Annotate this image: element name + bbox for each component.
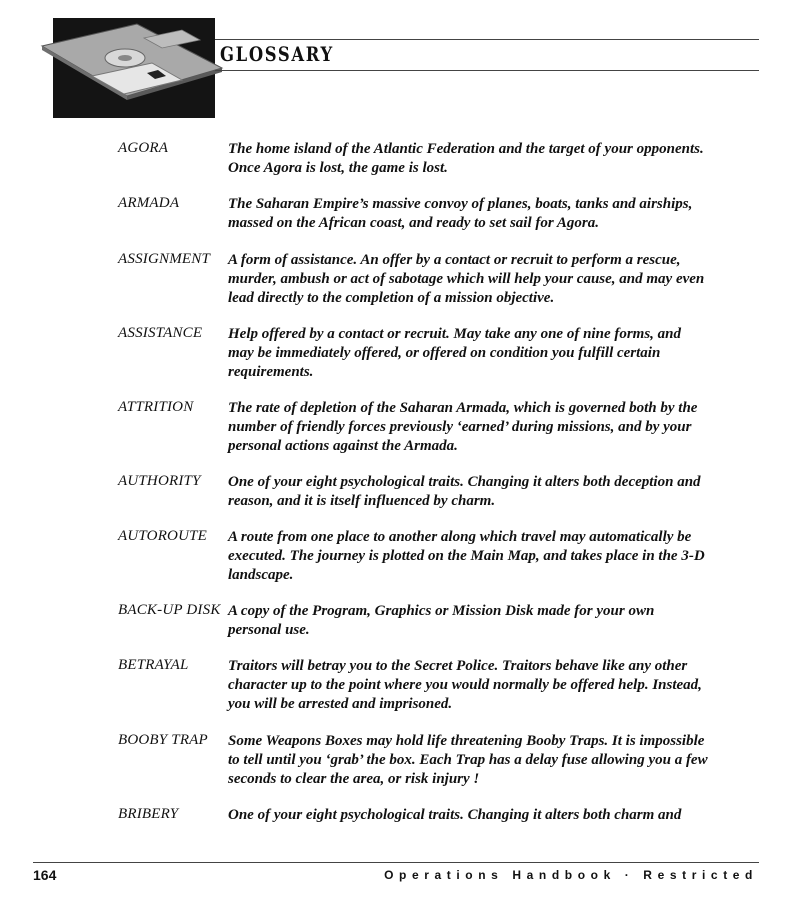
- floppy-disk-icon: [32, 18, 232, 118]
- glossary-definition: A form of assistance. An offer by a contact or recruit to perform a rescue, murder, ambush or act of sabotage which will help your cause, and may even lead directly to the completion of a mission objective.: [228, 252, 705, 306]
- glossary-term: AUTHORITY: [118, 473, 201, 489]
- glossary-definition: The rate of depletion of the Saharan Armada, which is governed both by the number of friendly forces previously ‘earned’ during missions, and by your personal actions against the Armada.: [228, 400, 698, 454]
- glossary-term: BOOBY TRAP: [118, 732, 208, 748]
- page-number: 164: [33, 867, 57, 883]
- glossary-term: BACK-UP DISK: [118, 602, 221, 618]
- glossary-term: AGORA: [118, 140, 169, 156]
- glossary-definition: Help offered by a contact or recruit. May take any one of nine forms, and may be immediately offered, or offered on condition you fulfill certain requirements.: [228, 326, 682, 380]
- footer-rule: [33, 862, 759, 863]
- glossary-term: ARMADA: [118, 195, 180, 211]
- glossary-definition: The home island of the Atlantic Federation and the target of your opponents. Once Agora is lost, the game is lost.: [228, 141, 704, 176]
- glossary-term: ASSIGNMENT: [118, 251, 210, 267]
- glossary-definition: The Saharan Empire’s massive convoy of planes, boats, tanks and airships, massed on the African coast, and ready to set sail for Agora.: [228, 196, 693, 231]
- glossary-definition: A copy of the Program, Graphics or Mission Disk made for your own personal use.: [228, 603, 655, 638]
- glossary-definition: A route from one place to another along which travel may automatically be executed. The journey is plotted on the Main Map, and takes place in the 3-D landscape.: [228, 529, 705, 583]
- running-footer: Operations Handbook · Restricted: [384, 868, 758, 882]
- page-title: GLOSSARY: [220, 42, 334, 66]
- glossary-definition: Traitors will betray you to the Secret Police. Traitors behave like any other character up to the point where you would normally be offered help. Instead, you will be arrested and imprisoned.: [228, 658, 702, 712]
- glossary-definition: Some Weapons Boxes may hold life threatening Booby Traps. It is impossible to tell until you ‘grab’ the box. Each Trap has a delay fuse allowing you a few seconds to clear the area, or risk injury !: [228, 733, 708, 787]
- glossary-term: AUTOROUTE: [118, 528, 208, 544]
- glossary-definition: One of your eight psychological traits. Changing it alters both charm and: [228, 807, 682, 823]
- glossary-definition: One of your eight psychological traits. Changing it alters both deception and reason, and it is itself influenced by charm.: [228, 474, 701, 509]
- glossary-term: BETRAYAL: [118, 657, 189, 673]
- glossary-term: BRIBERY: [118, 806, 179, 822]
- glossary-term: ASSISTANCE: [118, 325, 203, 341]
- glossary-term: ATTRITION: [118, 399, 194, 415]
- header-rule-top: [215, 39, 759, 40]
- header-rule-bottom: [215, 70, 759, 71]
